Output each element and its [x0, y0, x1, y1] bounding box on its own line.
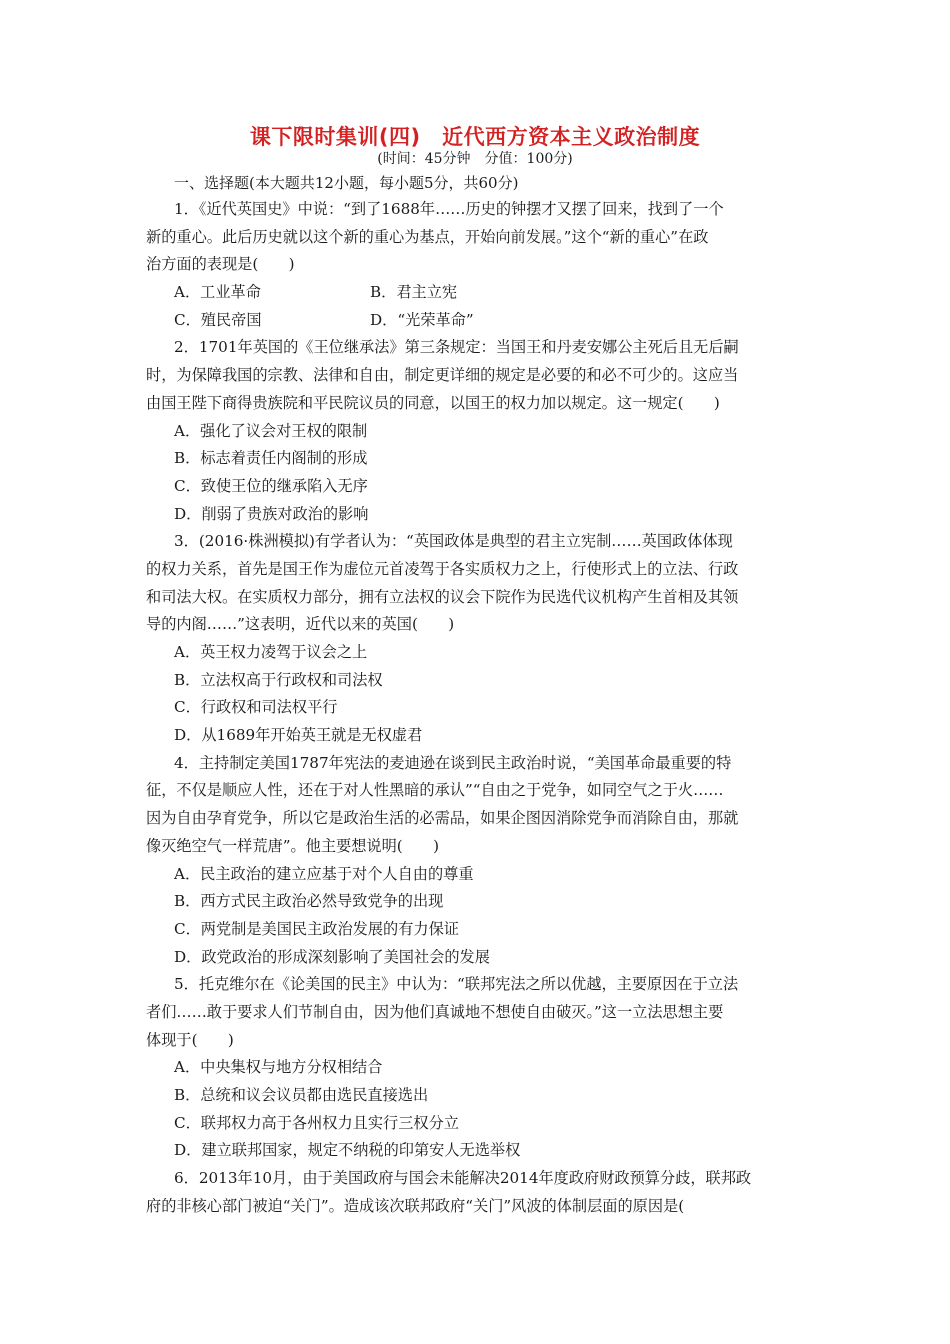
option-row	[146, 307, 806, 335]
option-a: A．强化了议会对王权的限制	[174, 421, 368, 440]
question-stem-line: 因为自由孕育党争，所以它是政治生活的必需品，如果企图因消除党争而消除自由，那就	[146, 809, 739, 828]
time-score-info: (时间：45分钟 分值：100分)	[377, 151, 573, 167]
question-1	[146, 196, 806, 334]
question-stem-line: 1．《近代英国史》中说：“到了1688年……历史的钟摆才又摆了回来，找到了一个	[174, 200, 724, 218]
question-stem-line: 时，为保障我国的宗教、法律和自由，制定更详细的规定是必要的和必不可少的。这应当	[146, 366, 739, 385]
option-d: D．建立联邦国家，规定不纳税的印第安人无选举权	[174, 1141, 521, 1160]
question-stem-line: 征，不仅是顺应人性，还在于对人性黑暗的承认”“自由之于党争，如同空气之于火……	[146, 781, 724, 800]
option-a: A．英王权力凌驾于议会之上	[174, 643, 368, 661]
question-stem-line: 6．2013年10月，由于美国政府与国会未能解决2014年度政府财政预算分歧，联邦政	[174, 1169, 752, 1188]
option-a: A．中央集权与地方分权相结合	[174, 1058, 383, 1077]
option-c: C．行政权和司法权平行	[174, 698, 338, 717]
option-d: D．削弱了贵族对政治的影响	[174, 504, 369, 523]
question-4	[146, 750, 806, 972]
option-row	[146, 279, 806, 307]
option-c: C．殖民帝国	[174, 310, 262, 329]
option-a: A．工业革命	[174, 283, 261, 302]
question-stem-line: 的权力关系，首先是国王作为虚位元首凌驾于各实质权力之上，行使形式上的立法、行政	[146, 559, 739, 578]
question-stem-line: 像灭绝空气一样荒唐”。他主要想说明( )	[146, 836, 439, 855]
question-stem-line: 体现于( )	[146, 1030, 234, 1049]
question-stem-line: 4．主持制定美国1787年宪法的麦迪逊在谈到民主政治时说，“美国革命最重要的特	[174, 753, 732, 772]
option-d: D．政党政治的形成深刻影响了美国社会的发展	[174, 947, 490, 966]
question-stem-line: 2．1701年英国的《王位继承法》第三条规定：当国王和丹麦安娜公主死后且无后嗣	[174, 338, 739, 357]
option-c: C．联邦权力高于各州权力且实行三权分立	[174, 1113, 459, 1132]
option-b: B．立法权高于行政权和司法权	[174, 670, 383, 689]
option-b: B．西方式民主政治必然导致党争的出现	[174, 892, 444, 911]
question-2	[146, 334, 806, 528]
question-stem-line: 5．托克维尔在《论美国的民主》中认为：“联邦宪法之所以优越，主要原因在于立法	[174, 975, 739, 994]
question-6	[146, 1165, 806, 1220]
question-stem-line: 治方面的表现是( )	[146, 255, 295, 274]
option-b: B．总统和议会议员都由选民直接选出	[174, 1086, 429, 1104]
question-stem-line: 3．(2016·株洲模拟)有学者认为：“英国政体是典型的君主立宪制……英国政体体现	[174, 532, 733, 551]
option-b: B．君主立宪	[370, 283, 458, 302]
question-stem-line: 者们……敢于要求人们节制自由，因为他们真诚地不想使自由破灭。”这一立法思想主要	[146, 1002, 724, 1021]
option-b: B．标志着责任内阁制的形成	[174, 449, 368, 468]
option-c: C．致使王位的继承陷入无序	[174, 476, 368, 495]
page-title: 课下限时集训(四) 近代西方资本主义政治制度	[249, 125, 701, 149]
section-heading: 一、选择题(本大题共12小题，每小题5分，共60分)	[174, 174, 519, 192]
option-d: D．从1689年开始英王就是无权虚君	[174, 726, 423, 745]
question-stem-line: 新的重心。此后历史就以这个新的重心为基点，开始向前发展。”这个“新的重心”在政	[146, 227, 709, 246]
question-5	[146, 971, 806, 1165]
question-stem-line: 由国王陛下商得贵族院和平民院议员的同意，以国王的权力加以规定。这一规定( )	[146, 393, 720, 412]
option-d: D．“光荣革命”	[370, 310, 474, 329]
option-a: A．民主政治的建立应基于对个人自由的尊重	[174, 864, 474, 883]
question-stem-line: 导的内阁……”这表明，近代以来的英国( )	[146, 615, 455, 634]
option-c: C．两党制是美国民主政治发展的有力保证	[174, 919, 459, 938]
question-stem-line: 府的非核心部门被迫“关门”。造成该次联邦政府“关门”风波的体制层面的原因是(	[146, 1196, 685, 1215]
question-3	[146, 528, 806, 750]
question-list	[146, 196, 806, 1220]
question-stem-line: 和司法大权。在实质权力部分，拥有立法权的议会下院作为民选代议机构产生首相及其领	[146, 587, 739, 606]
